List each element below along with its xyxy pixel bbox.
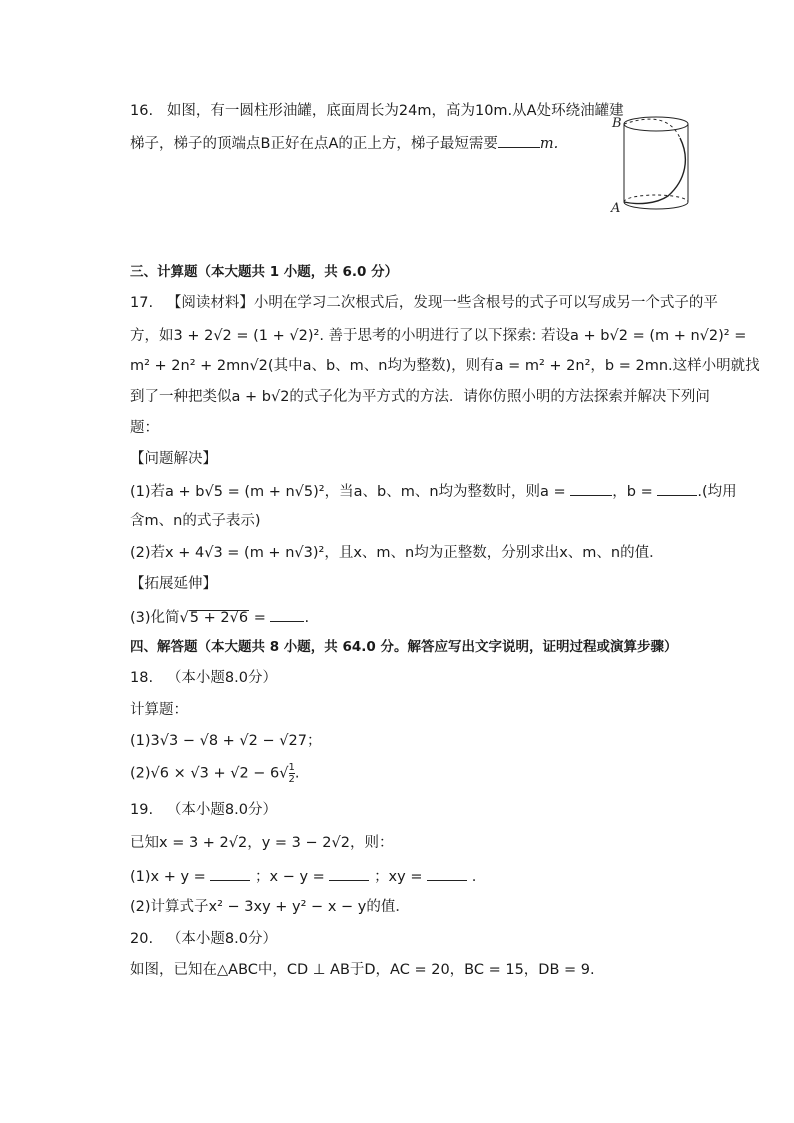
q19-part1-text-c: ；xy = — [374, 869, 423, 885]
q17-part3-blank[interactable] — [270, 607, 304, 622]
q17-part1-text-b: ，b = — [612, 484, 653, 500]
q16-unit: m. — [539, 136, 559, 152]
q17-part1-blank-a[interactable] — [570, 481, 612, 496]
q19-part1-text-a: (1)x + y = — [130, 869, 206, 885]
q17-part1-blank-b[interactable] — [657, 481, 697, 496]
q17-part2: (2)若x + 4√3 = (m + n√3)²，且x、m、n均为正整数，分别求出x、m、n的值． — [130, 545, 664, 561]
q18-part2-text: (2)√6 × √3 + √2 − 6 — [130, 765, 280, 782]
q17-heading-extend: 【拓展延伸】 — [130, 576, 217, 592]
q19-score: （本小题8.0分） — [166, 802, 277, 818]
q19-part2: (2)计算式子x² − 3xy + y² − x − y的值． — [130, 899, 410, 915]
q19-number: 19. — [130, 802, 154, 818]
q16-text-line1: 如图，有一圆柱形油罐，底面周长为24m，高为10m.从A处环绕油罐建 — [166, 103, 624, 119]
q18-part1: (1)3√3 − √8 + √2 − √27； — [130, 733, 322, 749]
q19-given: 已知x = 3 + 2√2，y = 3 − 2√2，则： — [130, 835, 394, 851]
q20-score: （本小题8.0分） — [166, 931, 277, 947]
q17-part3-radicand: 5 + 2√6 — [189, 610, 249, 626]
q20-given: 如图，已知在△ABC中，CD ⊥ AB于D，AC = 20，BC = 15，DB = 9. — [130, 962, 595, 978]
q17-line1 — [130, 293, 718, 313]
cylinder-figure — [608, 108, 694, 218]
q17-part3-end: . — [304, 610, 310, 626]
q17-number: 17. — [130, 295, 154, 311]
section3-title: 三、计算题（本大题共 1 小题，共 6.0 分） — [130, 264, 399, 280]
q19-blank-sum[interactable] — [210, 866, 250, 881]
q19-blank-product[interactable] — [427, 866, 467, 881]
q19-header — [130, 800, 277, 820]
q16-text-line2: 梯子，梯子的顶端点B正好在点A的正上方，梯子最短需要 — [130, 136, 498, 152]
q18-intro: 计算题： — [130, 702, 188, 718]
q17-line5: 题： — [130, 420, 159, 436]
q18-part2: (2)√6 × √3 + √2 − 6√ $\frac{1}{2}$ . — [130, 762, 300, 785]
q18-fraction-denominator: 2 — [288, 774, 295, 785]
q16-line1 — [130, 101, 624, 121]
q16-number: 16. — [130, 103, 154, 119]
q16-answer-blank[interactable] — [498, 133, 540, 148]
q17-part3-text-a: (3)化简 — [130, 610, 180, 626]
q17-part3: (3)化简√5 + 2√6 = . — [130, 607, 309, 628]
q17-line3: m² + 2n² + 2mn√2(其中a、b、m、n均为整数)，则有a = m² + 2n²，b = 2mn.这样小明就找 — [130, 358, 760, 374]
point-b-label: B — [612, 116, 622, 131]
q18-fraction-numerator: 1 — [288, 762, 295, 773]
q19-part1-text-d: . — [471, 869, 477, 885]
q17-part1-line2: 含m、n的式子表示) — [130, 513, 261, 529]
q18-score: （本小题8.0分） — [166, 670, 277, 686]
q17-part1-text-a: (1)若a + b√5 = (m + n√5)²，当a、b、m、n均为整数时，则a = — [130, 484, 566, 500]
ladder-path — [624, 138, 685, 204]
q16-line2 — [130, 133, 558, 154]
q17-line4: 到了一种把类似a + b√2的式子化为平方式的方法．请你仿照小明的方法探索并解决下列问 — [130, 389, 710, 405]
q20-number: 20. — [130, 931, 154, 947]
q18-header — [130, 668, 277, 688]
q19-part1-text-b: ；x − y = — [255, 869, 325, 885]
section4-title: 四、解答题（本大题共 8 小题，共 64.0 分。解答应写出文字说明，证明过程或演算步骤） — [130, 639, 678, 655]
point-a-label: A — [611, 201, 621, 216]
q20-header — [130, 929, 277, 949]
q19-part1 — [130, 866, 476, 887]
q18-number: 18. — [130, 670, 154, 686]
q17-part1-line1 — [130, 481, 737, 502]
q17-heading-problem: 【问题解决】 — [130, 451, 217, 467]
q17-text-line1: 【阅读材料】小明在学习二次根式后，发现一些含根号的式子可以写成另一个式子的平 — [166, 295, 718, 311]
q17-line2: 方，如3 + 2√2 = (1 + √2)². 善于思考的小明进行了以下探索: 若设a + b√2 = (m + n√2)² = — [130, 328, 747, 344]
q18-part2-end: . — [294, 765, 300, 782]
q17-part1-text-c: .(均用 — [697, 484, 737, 500]
q19-blank-difference[interactable] — [329, 866, 369, 881]
q17-part3-equals: = — [253, 610, 266, 626]
